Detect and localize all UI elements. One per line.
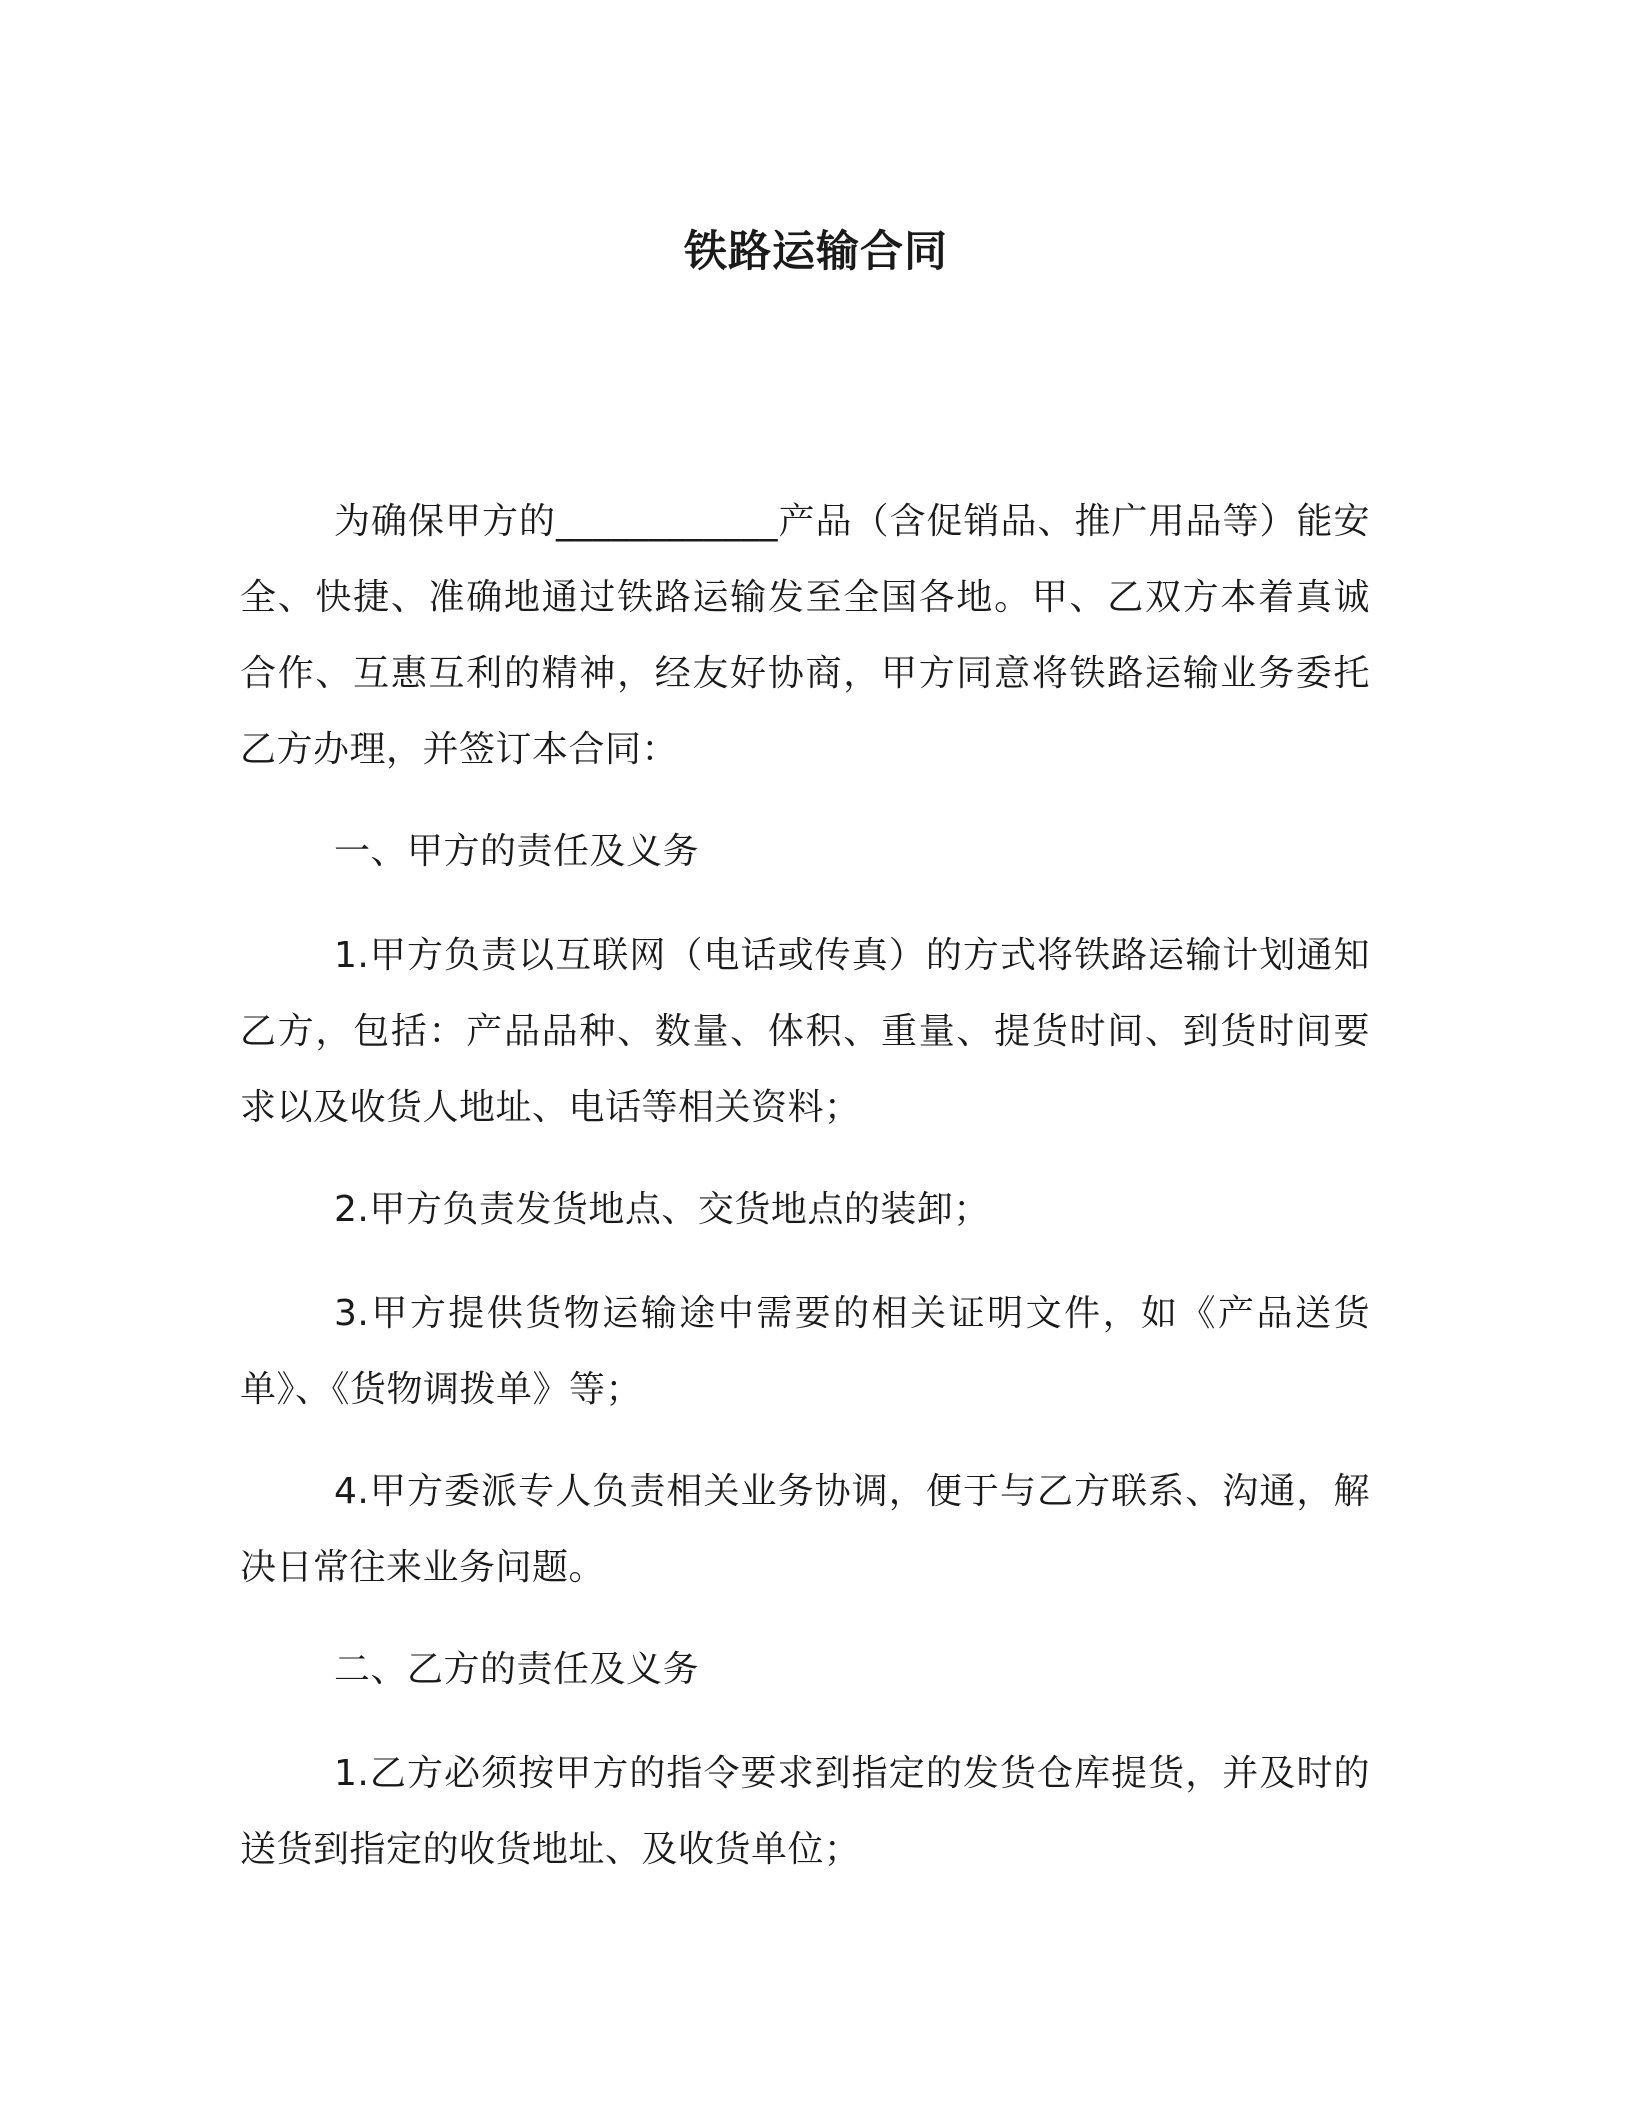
clause-a-1: 1.甲方负责以互联网（电话或传真）的方式将铁路运输计划通知乙方，包括：产品品种、数量、体积、重量、提货时间、到货时间要求以及收货人地址、电话等相关资料； <box>240 935 1370 1128</box>
section-heading-party-a: 一、甲方的责任及义务 <box>334 831 700 872</box>
section-heading-party-b: 二、乙方的责任及义务 <box>334 1649 700 1690</box>
clause-a-4: 4.甲方委派专人负责相关业务协调，便于与乙方联系、沟通，解决日常往来业务问题。 <box>240 1471 1370 1588</box>
document-body <box>240 484 1370 1914</box>
clause-a-3: 3.甲方提供货物运输途中需要的相关证明文件，如《产品送货单》、《货物调拨单》等； <box>240 1293 1370 1410</box>
clause-a-2: 2.甲方负责发货地点、交货地点的装卸； <box>334 1189 990 1230</box>
document-title: 铁路运输合同 <box>684 227 948 277</box>
clause-b-1: 1.乙方必须按甲方的指令要求到指定的发货仓库提货，并及时的送货到指定的收货地址、及收货单位； <box>240 1753 1370 1870</box>
intro-paragraph: 为确保甲方的____________产品（含促销品、推广用品等）能安全、快捷、准确地通过铁路运输发至全国各地。甲、乙双方本着真诚合作、互惠互利的精神，经友好协商，甲方同意将铁路运输业务委托乙方办理，并签订本合同： <box>240 501 1370 770</box>
